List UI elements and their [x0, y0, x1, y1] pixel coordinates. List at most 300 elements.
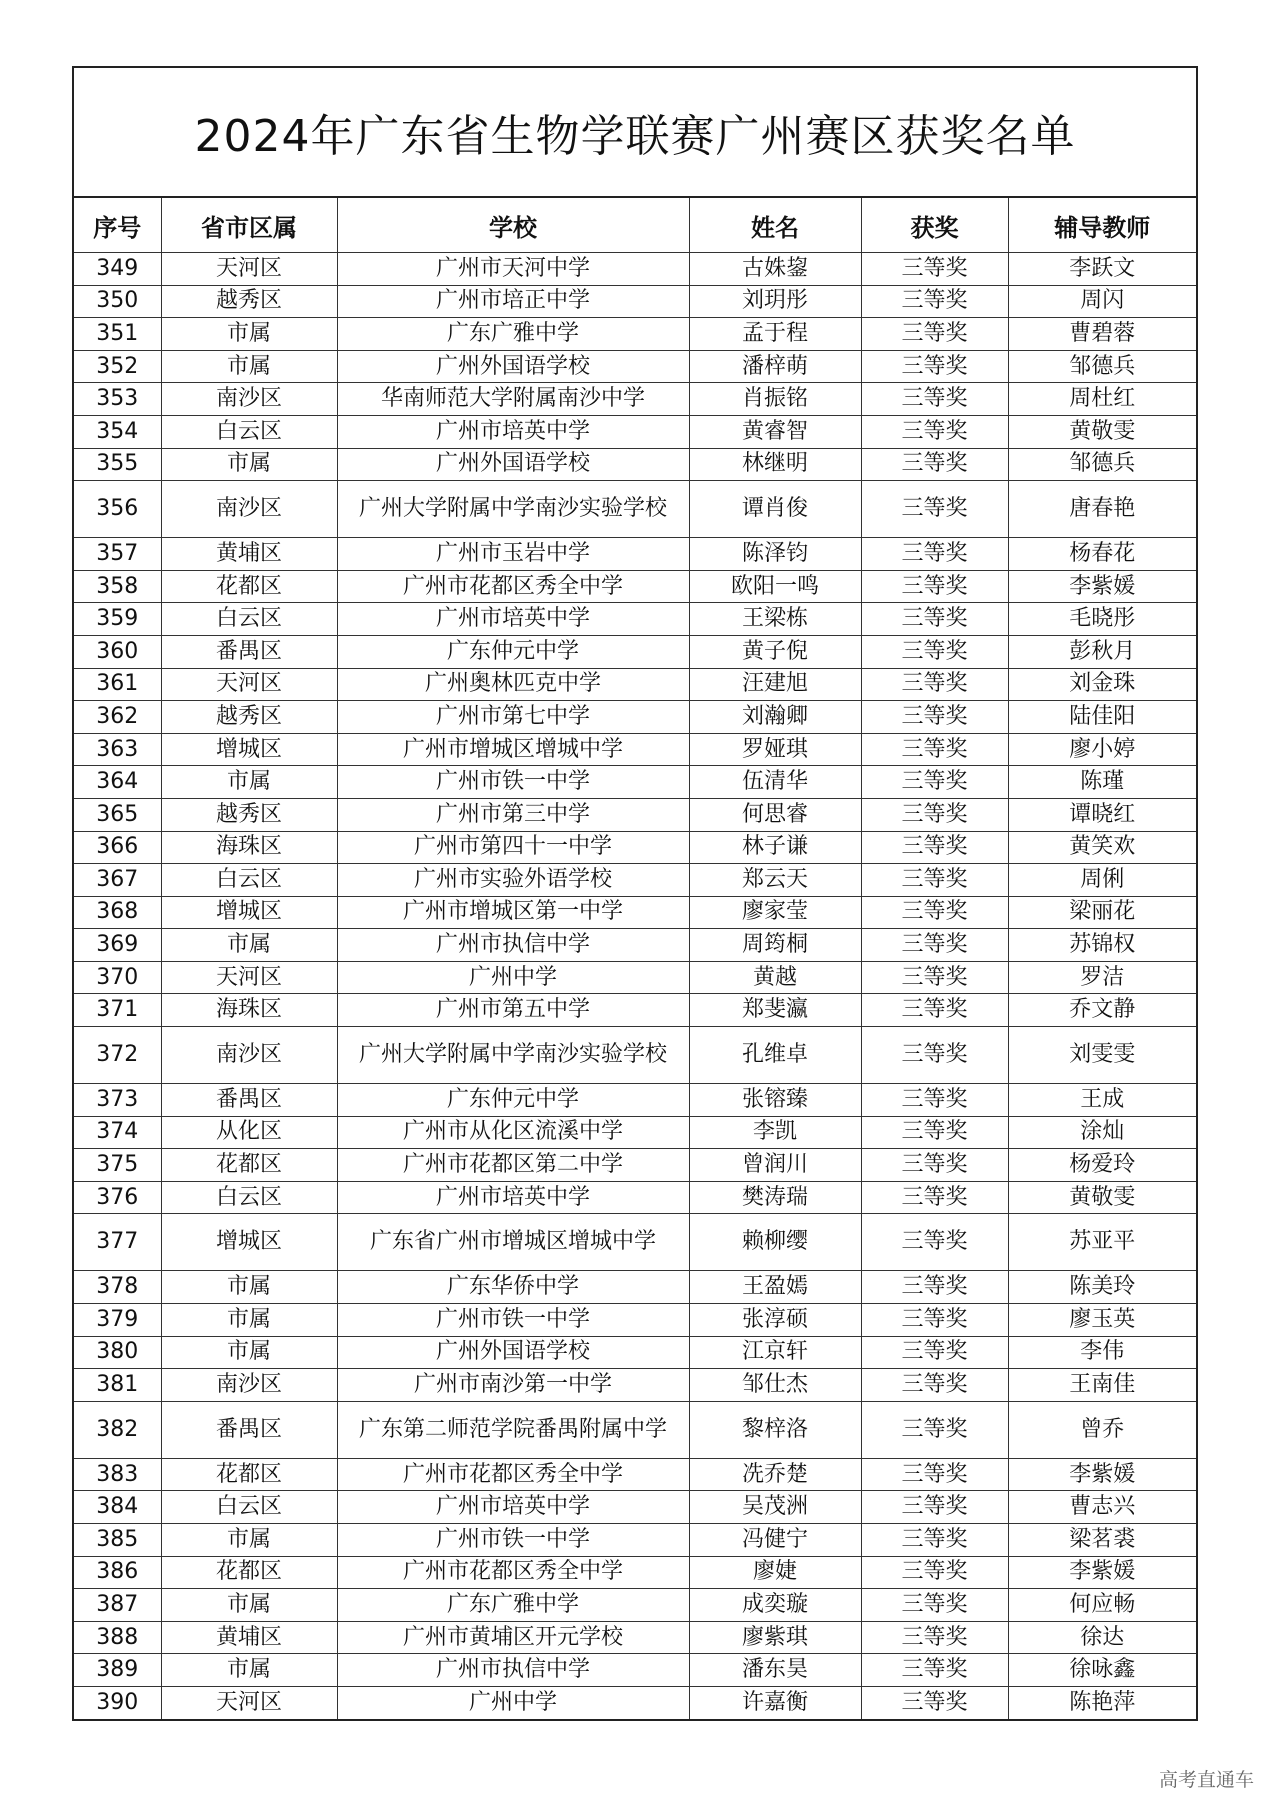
cell-no: 349	[74, 253, 161, 286]
table-row	[74, 1491, 1196, 1524]
table-row	[74, 1654, 1196, 1687]
cell-no: 374	[74, 1116, 161, 1149]
cell-teacher: 曾乔	[1008, 1401, 1196, 1458]
cell-no: 380	[74, 1336, 161, 1369]
cell-name: 黄越	[689, 961, 861, 994]
cell-teacher: 何应畅	[1008, 1589, 1196, 1622]
table-row	[74, 1116, 1196, 1149]
cell-award: 三等奖	[861, 481, 1008, 538]
cell-teacher: 李跃文	[1008, 253, 1196, 286]
cell-name: 张镕臻	[689, 1084, 861, 1117]
cell-award: 三等奖	[861, 668, 1008, 701]
cell-teacher: 李紫媛	[1008, 1556, 1196, 1589]
cell-school: 广州市铁一中学	[337, 1304, 689, 1337]
cell-teacher: 陈瑾	[1008, 766, 1196, 799]
cell-school: 广州市花都区第二中学	[337, 1149, 689, 1182]
cell-name: 王梁栋	[689, 603, 861, 636]
cell-school: 广州市花都区秀全中学	[337, 1556, 689, 1589]
cell-district: 海珠区	[161, 994, 337, 1027]
cell-district: 南沙区	[161, 1369, 337, 1402]
cell-no: 372	[74, 1027, 161, 1084]
cell-award: 三等奖	[861, 766, 1008, 799]
cell-name: 潘梓萌	[689, 350, 861, 383]
cell-school: 广州市执信中学	[337, 929, 689, 962]
cell-name: 成奕璇	[689, 1589, 861, 1622]
cell-award: 三等奖	[861, 1271, 1008, 1304]
cell-name: 冯健宁	[689, 1524, 861, 1557]
cell-district: 黄埔区	[161, 538, 337, 571]
cell-teacher: 梁丽花	[1008, 896, 1196, 929]
cell-award: 三等奖	[861, 1686, 1008, 1718]
cell-teacher: 苏锦权	[1008, 929, 1196, 962]
cell-district: 花都区	[161, 1556, 337, 1589]
cell-school: 广州市培英中学	[337, 603, 689, 636]
table-row	[74, 1336, 1196, 1369]
cell-school: 广州市南沙第一中学	[337, 1369, 689, 1402]
cell-no: 371	[74, 994, 161, 1027]
cell-name: 郑斐瀛	[689, 994, 861, 1027]
cell-school: 广州市增城区增城中学	[337, 733, 689, 766]
cell-school: 广州市第三中学	[337, 798, 689, 831]
table-row	[74, 701, 1196, 734]
cell-name: 樊涛瑞	[689, 1181, 861, 1214]
cell-teacher: 苏亚平	[1008, 1214, 1196, 1271]
cell-teacher: 周闪	[1008, 285, 1196, 318]
cell-teacher: 杨春花	[1008, 538, 1196, 571]
cell-no: 350	[74, 285, 161, 318]
cell-no: 386	[74, 1556, 161, 1589]
cell-school: 广州市培英中学	[337, 1181, 689, 1214]
cell-award: 三等奖	[861, 285, 1008, 318]
header-district: 省市区属	[161, 198, 337, 253]
cell-award: 三等奖	[861, 415, 1008, 448]
cell-school: 华南师范大学附属南沙中学	[337, 383, 689, 416]
cell-name: 李凯	[689, 1116, 861, 1149]
cell-district: 白云区	[161, 603, 337, 636]
cell-no: 368	[74, 896, 161, 929]
cell-no: 367	[74, 864, 161, 897]
cell-award: 三等奖	[861, 1491, 1008, 1524]
cell-award: 三等奖	[861, 1458, 1008, 1491]
table-row	[74, 1524, 1196, 1557]
cell-award: 三等奖	[861, 961, 1008, 994]
document-title: 2024年广东省生物学联赛广州赛区获奖名单	[194, 111, 1076, 162]
cell-no: 383	[74, 1458, 161, 1491]
cell-name: 罗娅琪	[689, 733, 861, 766]
cell-teacher: 杨爱玲	[1008, 1149, 1196, 1182]
cell-teacher: 罗洁	[1008, 961, 1196, 994]
cell-award: 三等奖	[861, 253, 1008, 286]
cell-no: 369	[74, 929, 161, 962]
cell-teacher: 李紫媛	[1008, 1458, 1196, 1491]
cell-no: 355	[74, 448, 161, 481]
cell-district: 市属	[161, 1654, 337, 1687]
cell-award: 三等奖	[861, 701, 1008, 734]
cell-name: 廖婕	[689, 1556, 861, 1589]
cell-name: 肖振铭	[689, 383, 861, 416]
award-list-document	[72, 66, 1198, 1721]
cell-name: 欧阳一鸣	[689, 570, 861, 603]
cell-teacher: 曹碧蓉	[1008, 318, 1196, 351]
cell-school: 广州大学附属中学南沙实验学校	[337, 1027, 689, 1084]
cell-school: 广州市玉岩中学	[337, 538, 689, 571]
cell-award: 三等奖	[861, 350, 1008, 383]
cell-award: 三等奖	[861, 1336, 1008, 1369]
cell-teacher: 唐春艳	[1008, 481, 1196, 538]
cell-school: 广州市培正中学	[337, 285, 689, 318]
cell-name: 赖柳缨	[689, 1214, 861, 1271]
cell-school: 广州市花都区秀全中学	[337, 570, 689, 603]
cell-district: 番禺区	[161, 635, 337, 668]
cell-name: 王盈嫣	[689, 1271, 861, 1304]
header-no: 序号	[74, 198, 161, 253]
cell-teacher: 廖玉英	[1008, 1304, 1196, 1337]
cell-school: 广东省广州市增城区增城中学	[337, 1214, 689, 1271]
cell-district: 市属	[161, 1304, 337, 1337]
table-row	[74, 766, 1196, 799]
table-row	[74, 350, 1196, 383]
cell-no: 366	[74, 831, 161, 864]
cell-district: 增城区	[161, 1214, 337, 1271]
table-row	[74, 1621, 1196, 1654]
cell-award: 三等奖	[861, 896, 1008, 929]
cell-district: 天河区	[161, 1686, 337, 1718]
cell-name: 廖紫琪	[689, 1621, 861, 1654]
table-row	[74, 798, 1196, 831]
cell-district: 番禺区	[161, 1084, 337, 1117]
cell-name: 许嘉衡	[689, 1686, 861, 1718]
cell-no: 362	[74, 701, 161, 734]
cell-school: 广州市第五中学	[337, 994, 689, 1027]
cell-teacher: 刘金珠	[1008, 668, 1196, 701]
cell-name: 潘东昊	[689, 1654, 861, 1687]
cell-teacher: 邹德兵	[1008, 448, 1196, 481]
cell-award: 三等奖	[861, 1181, 1008, 1214]
cell-district: 市属	[161, 929, 337, 962]
cell-no: 352	[74, 350, 161, 383]
cell-district: 黄埔区	[161, 1621, 337, 1654]
cell-teacher: 王南佳	[1008, 1369, 1196, 1402]
cell-no: 375	[74, 1149, 161, 1182]
table-row	[74, 603, 1196, 636]
cell-school: 广东仲元中学	[337, 635, 689, 668]
cell-award: 三等奖	[861, 929, 1008, 962]
cell-award: 三等奖	[861, 798, 1008, 831]
cell-name: 张淳硕	[689, 1304, 861, 1337]
table-row	[74, 961, 1196, 994]
cell-no: 358	[74, 570, 161, 603]
cell-no: 365	[74, 798, 161, 831]
cell-teacher: 徐达	[1008, 1621, 1196, 1654]
table-row	[74, 1686, 1196, 1718]
header-school: 学校	[337, 198, 689, 253]
cell-name: 郑云天	[689, 864, 861, 897]
cell-name: 黄睿智	[689, 415, 861, 448]
cell-teacher: 毛晓彤	[1008, 603, 1196, 636]
cell-teacher: 涂灿	[1008, 1116, 1196, 1149]
cell-teacher: 徐咏鑫	[1008, 1654, 1196, 1687]
cell-school: 广州市实验外语学校	[337, 864, 689, 897]
table-row	[74, 538, 1196, 571]
table-row	[74, 864, 1196, 897]
cell-district: 市属	[161, 766, 337, 799]
cell-teacher: 周俐	[1008, 864, 1196, 897]
cell-name: 周筠桐	[689, 929, 861, 962]
cell-district: 越秀区	[161, 701, 337, 734]
cell-district: 越秀区	[161, 285, 337, 318]
cell-teacher: 梁茗裘	[1008, 1524, 1196, 1557]
cell-award: 三等奖	[861, 570, 1008, 603]
cell-district: 海珠区	[161, 831, 337, 864]
cell-name: 曾润川	[689, 1149, 861, 1182]
cell-district: 市属	[161, 1524, 337, 1557]
table-row	[74, 448, 1196, 481]
cell-award: 三等奖	[861, 318, 1008, 351]
table-row	[74, 1458, 1196, 1491]
cell-award: 三等奖	[861, 733, 1008, 766]
cell-teacher: 陆佳阳	[1008, 701, 1196, 734]
cell-no: 363	[74, 733, 161, 766]
header-name: 姓名	[689, 198, 861, 253]
cell-school: 广州市天河中学	[337, 253, 689, 286]
table-row	[74, 635, 1196, 668]
cell-school: 广州市第四十一中学	[337, 831, 689, 864]
cell-award: 三等奖	[861, 994, 1008, 1027]
cell-award: 三等奖	[861, 635, 1008, 668]
cell-school: 广东广雅中学	[337, 318, 689, 351]
cell-school: 广州市黄埔区开元学校	[337, 1621, 689, 1654]
table-row	[74, 415, 1196, 448]
cell-school: 广州奥林匹克中学	[337, 668, 689, 701]
cell-no: 377	[74, 1214, 161, 1271]
cell-no: 351	[74, 318, 161, 351]
cell-name: 谭肖俊	[689, 481, 861, 538]
table-row	[74, 570, 1196, 603]
cell-teacher: 彭秋月	[1008, 635, 1196, 668]
cell-teacher: 黄笑欢	[1008, 831, 1196, 864]
header-award: 获奖	[861, 198, 1008, 253]
cell-teacher: 陈美玲	[1008, 1271, 1196, 1304]
cell-award: 三等奖	[861, 864, 1008, 897]
cell-district: 花都区	[161, 1458, 337, 1491]
cell-teacher: 黄敬雯	[1008, 415, 1196, 448]
cell-teacher: 曹志兴	[1008, 1491, 1196, 1524]
cell-name: 陈泽钧	[689, 538, 861, 571]
cell-name: 何思睿	[689, 798, 861, 831]
table-row	[74, 929, 1196, 962]
cell-school: 广州中学	[337, 1686, 689, 1718]
table-row	[74, 994, 1196, 1027]
cell-district: 市属	[161, 350, 337, 383]
cell-school: 广东广雅中学	[337, 1589, 689, 1622]
table-row	[74, 318, 1196, 351]
cell-teacher: 王成	[1008, 1084, 1196, 1117]
cell-award: 三等奖	[861, 1524, 1008, 1557]
cell-no: 384	[74, 1491, 161, 1524]
cell-district: 增城区	[161, 896, 337, 929]
table-row	[74, 896, 1196, 929]
cell-no: 381	[74, 1369, 161, 1402]
cell-award: 三等奖	[861, 1084, 1008, 1117]
cell-award: 三等奖	[861, 1304, 1008, 1337]
cell-district: 白云区	[161, 415, 337, 448]
cell-no: 387	[74, 1589, 161, 1622]
table-row	[74, 1214, 1196, 1271]
cell-award: 三等奖	[861, 1621, 1008, 1654]
watermark-text: 高考直通车	[1158, 1769, 1254, 1791]
cell-school: 广州中学	[337, 961, 689, 994]
cell-district: 白云区	[161, 1181, 337, 1214]
cell-name: 孔维卓	[689, 1027, 861, 1084]
cell-district: 白云区	[161, 1491, 337, 1524]
cell-no: 379	[74, 1304, 161, 1337]
cell-name: 刘玥彤	[689, 285, 861, 318]
cell-name: 廖家莹	[689, 896, 861, 929]
cell-award: 三等奖	[861, 1589, 1008, 1622]
cell-award: 三等奖	[861, 1214, 1008, 1271]
cell-name: 伍清华	[689, 766, 861, 799]
cell-name: 林子谦	[689, 831, 861, 864]
cell-district: 市属	[161, 448, 337, 481]
cell-school: 广州市增城区第一中学	[337, 896, 689, 929]
cell-award: 三等奖	[861, 1116, 1008, 1149]
cell-school: 广州市花都区秀全中学	[337, 1458, 689, 1491]
cell-district: 市属	[161, 318, 337, 351]
cell-no: 364	[74, 766, 161, 799]
cell-district: 市属	[161, 1271, 337, 1304]
cell-name: 孟于程	[689, 318, 861, 351]
cell-name: 吴茂洲	[689, 1491, 861, 1524]
cell-name: 林继明	[689, 448, 861, 481]
cell-school: 广州外国语学校	[337, 448, 689, 481]
cell-district: 天河区	[161, 668, 337, 701]
cell-no: 353	[74, 383, 161, 416]
table-row	[74, 1304, 1196, 1337]
cell-teacher: 刘雯雯	[1008, 1027, 1196, 1084]
cell-no: 378	[74, 1271, 161, 1304]
table-row	[74, 1369, 1196, 1402]
cell-school: 广东仲元中学	[337, 1084, 689, 1117]
cell-district: 天河区	[161, 961, 337, 994]
cell-name: 黄子倪	[689, 635, 861, 668]
cell-award: 三等奖	[861, 1369, 1008, 1402]
cell-no: 388	[74, 1621, 161, 1654]
table-row	[74, 1181, 1196, 1214]
cell-award: 三等奖	[861, 448, 1008, 481]
cell-teacher: 李伟	[1008, 1336, 1196, 1369]
cell-teacher: 乔文静	[1008, 994, 1196, 1027]
cell-school: 广州外国语学校	[337, 1336, 689, 1369]
cell-school: 广州市从化区流溪中学	[337, 1116, 689, 1149]
cell-district: 市属	[161, 1336, 337, 1369]
table-row	[74, 1149, 1196, 1182]
cell-no: 370	[74, 961, 161, 994]
cell-school: 广东第二师范学院番禺附属中学	[337, 1401, 689, 1458]
cell-award: 三等奖	[861, 1027, 1008, 1084]
cell-district: 南沙区	[161, 481, 337, 538]
table-row	[74, 253, 1196, 286]
cell-no: 385	[74, 1524, 161, 1557]
cell-teacher: 邹德兵	[1008, 350, 1196, 383]
table-row	[74, 285, 1196, 318]
cell-school: 广州外国语学校	[337, 350, 689, 383]
cell-award: 三等奖	[861, 831, 1008, 864]
header-teacher: 辅导教师	[1008, 198, 1196, 253]
cell-school: 广州大学附属中学南沙实验学校	[337, 481, 689, 538]
cell-teacher: 谭晓红	[1008, 798, 1196, 831]
cell-no: 390	[74, 1686, 161, 1718]
title-box	[74, 68, 1196, 198]
cell-teacher: 陈艳萍	[1008, 1686, 1196, 1718]
table-row	[74, 1401, 1196, 1458]
award-table	[74, 198, 1196, 1719]
cell-award: 三等奖	[861, 1401, 1008, 1458]
table-row	[74, 1271, 1196, 1304]
cell-no: 376	[74, 1181, 161, 1214]
cell-school: 广州市执信中学	[337, 1654, 689, 1687]
cell-school: 广州市第七中学	[337, 701, 689, 734]
cell-district: 天河区	[161, 253, 337, 286]
cell-district: 市属	[161, 1589, 337, 1622]
table-row	[74, 733, 1196, 766]
cell-name: 汪建旭	[689, 668, 861, 701]
cell-name: 古姝鋆	[689, 253, 861, 286]
cell-district: 从化区	[161, 1116, 337, 1149]
table-row	[74, 1084, 1196, 1117]
cell-district: 增城区	[161, 733, 337, 766]
cell-no: 389	[74, 1654, 161, 1687]
cell-no: 361	[74, 668, 161, 701]
cell-name: 刘瀚卿	[689, 701, 861, 734]
table-row	[74, 481, 1196, 538]
cell-name: 黎梓洛	[689, 1401, 861, 1458]
table-row	[74, 1027, 1196, 1084]
cell-no: 354	[74, 415, 161, 448]
cell-name: 江京轩	[689, 1336, 861, 1369]
cell-teacher: 李紫媛	[1008, 570, 1196, 603]
cell-district: 花都区	[161, 570, 337, 603]
cell-no: 356	[74, 481, 161, 538]
cell-teacher: 周杜红	[1008, 383, 1196, 416]
cell-no: 373	[74, 1084, 161, 1117]
cell-school: 广州市培英中学	[337, 1491, 689, 1524]
cell-teacher: 廖小婷	[1008, 733, 1196, 766]
cell-district: 越秀区	[161, 798, 337, 831]
cell-name: 邹仕杰	[689, 1369, 861, 1402]
cell-name: 冼乔楚	[689, 1458, 861, 1491]
cell-award: 三等奖	[861, 1556, 1008, 1589]
table-row	[74, 383, 1196, 416]
cell-district: 花都区	[161, 1149, 337, 1182]
cell-school: 广州市铁一中学	[337, 766, 689, 799]
cell-award: 三等奖	[861, 1149, 1008, 1182]
cell-award: 三等奖	[861, 538, 1008, 571]
cell-award: 三等奖	[861, 603, 1008, 636]
table-row	[74, 831, 1196, 864]
cell-district: 南沙区	[161, 383, 337, 416]
cell-school: 广州市培英中学	[337, 415, 689, 448]
cell-district: 南沙区	[161, 1027, 337, 1084]
cell-teacher: 黄敬雯	[1008, 1181, 1196, 1214]
cell-district: 番禺区	[161, 1401, 337, 1458]
cell-school: 广东华侨中学	[337, 1271, 689, 1304]
table-row	[74, 1589, 1196, 1622]
cell-no: 357	[74, 538, 161, 571]
cell-award: 三等奖	[861, 1654, 1008, 1687]
cell-award: 三等奖	[861, 383, 1008, 416]
cell-no: 359	[74, 603, 161, 636]
cell-school: 广州市铁一中学	[337, 1524, 689, 1557]
